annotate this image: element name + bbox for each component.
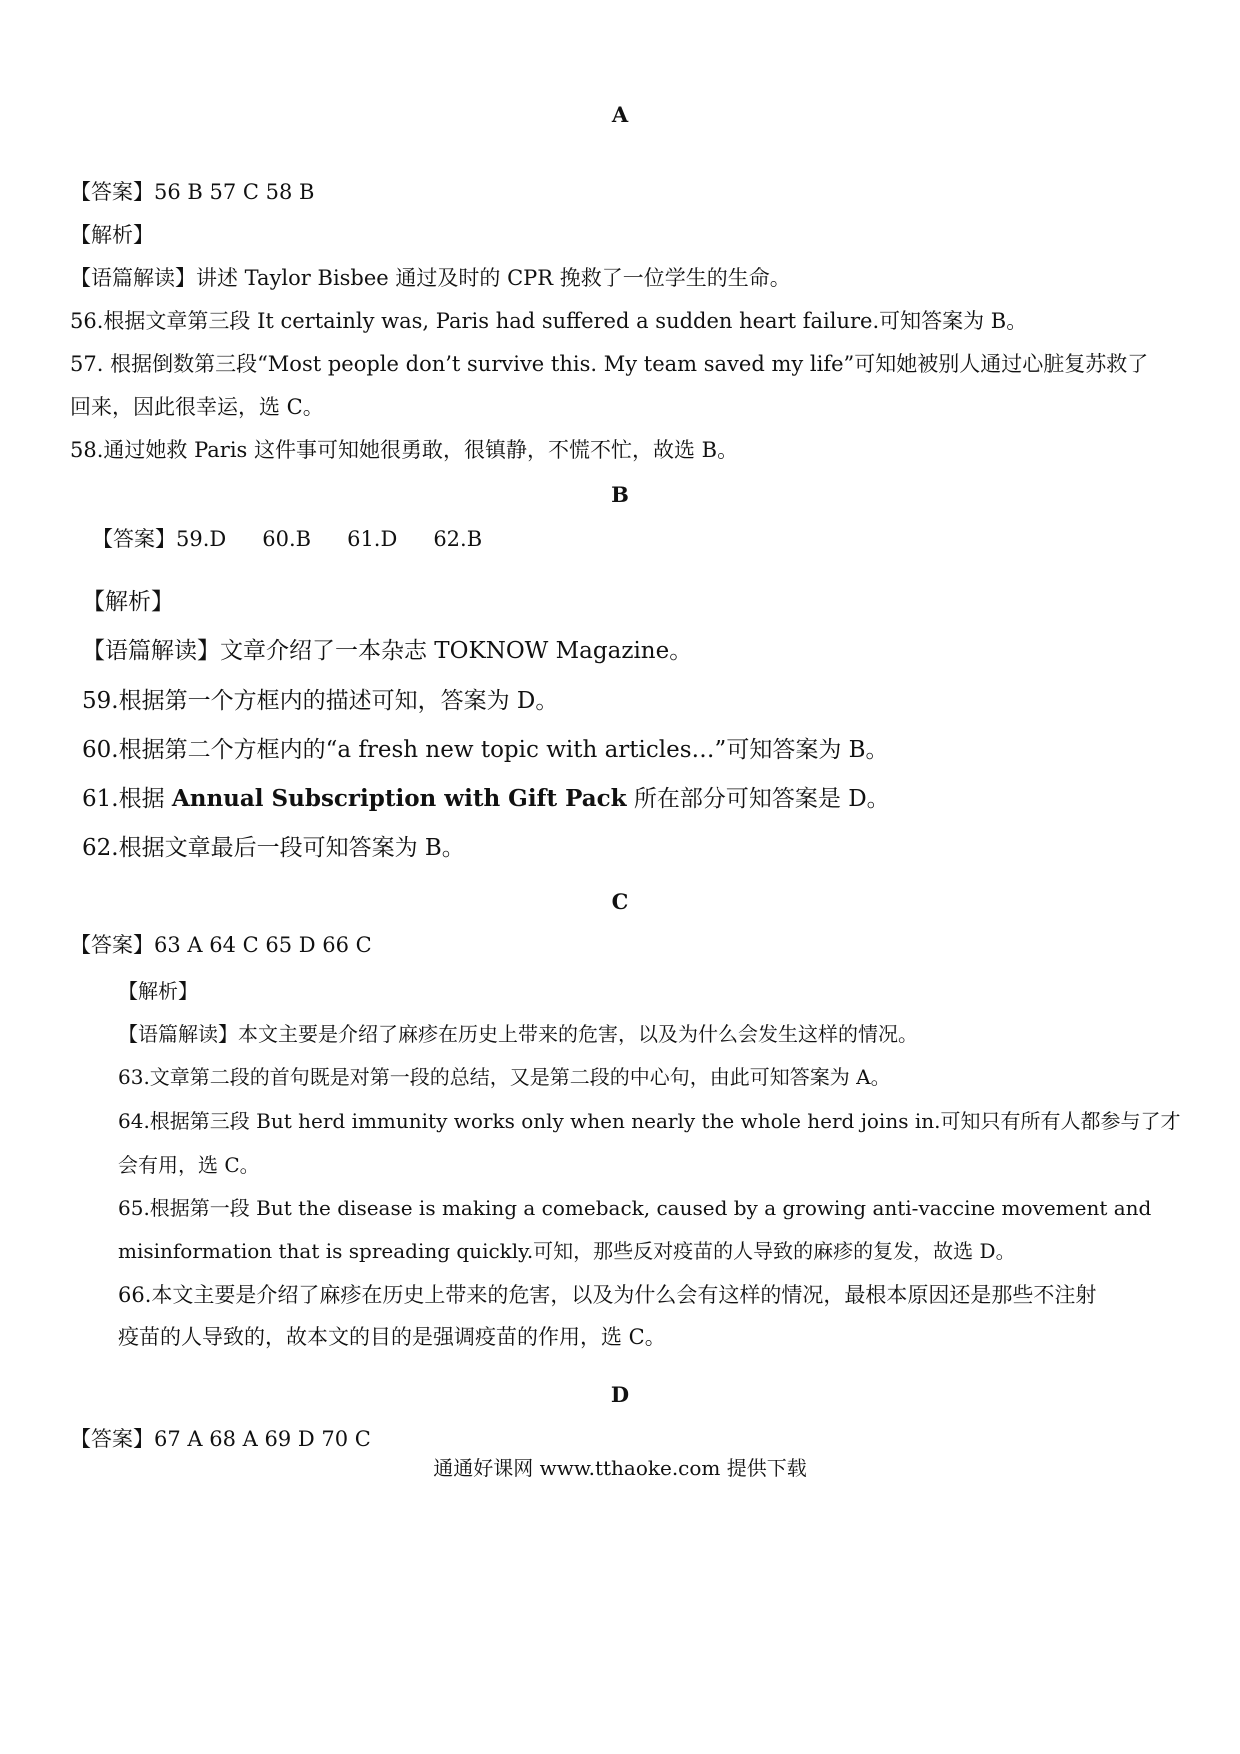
- q61-suffix: 所在部分可知答案是 D。: [626, 786, 890, 812]
- answer-tag: 【答案】: [92, 527, 176, 551]
- answer-tag: 【答案】: [70, 1427, 154, 1451]
- section-c-heading: C: [611, 889, 629, 914]
- section-a-q57-line1: 57. 根据倒数第三段“Most people don’t survive this. My team saved my life”可知她被别人通过心脏复苏救了: [70, 352, 1149, 376]
- answer-values: 56 B 57 C 58 B: [154, 180, 315, 204]
- q61-bold-phrase: Annual Subscription with Gift Pack: [171, 785, 627, 812]
- section-b-answer-line: [92, 524, 482, 554]
- section-d-answer-line: [70, 1424, 371, 1454]
- answer-tag: 【答案】: [70, 933, 154, 957]
- section-b-q60: 60.根据第二个方框内的“a fresh new topic with articles…”可知答案为 B。: [82, 737, 889, 763]
- q61-prefix: 61.根据: [82, 786, 172, 812]
- section-a-q57-line2: 回来，因此很幸运，选 C。: [70, 395, 324, 419]
- section-c-q65-line1: 65.根据第一段 But the disease is making a comeback, caused by a growing anti-vaccine movement and: [118, 1196, 1152, 1220]
- section-c-answer-line: [70, 930, 372, 960]
- reading-text: 文章介绍了一本杂志 TOKNOW Magazine。: [220, 638, 693, 664]
- section-c-q65-line2: misinformation that is spreading quickly.可知，那些反对疫苗的人导致的麻疹的复发，故选 D。: [118, 1239, 1016, 1263]
- section-a-analysis-tag: 【解析】: [70, 223, 154, 247]
- section-c-q66-line1: 66.本文主要是介绍了麻疹在历史上带来的危害，以及为什么会有这样的情况，最根本原因还是那些不注射: [118, 1283, 1097, 1307]
- section-c-q63: 63.文章第二段的首句既是对第一段的总结，又是第二段的中心句，由此可知答案为 A。: [118, 1065, 891, 1089]
- reading-tag: 【语篇解读】: [82, 638, 220, 664]
- reading-text: 讲述 Taylor Bisbee 通过及时的 CPR 挽救了一位学生的生命。: [196, 266, 791, 290]
- reading-tag: 【语篇解读】: [118, 1022, 238, 1046]
- section-b-q62: 62.根据文章最后一段可知答案为 B。: [82, 835, 465, 861]
- section-b-heading: B: [611, 482, 629, 507]
- section-d-heading: D: [610, 1382, 630, 1407]
- section-a-answer-line: [70, 177, 314, 207]
- reading-tag: 【语篇解读】: [70, 266, 196, 290]
- reading-text: 本文主要是介绍了麻疹在历史上带来的危害，以及为什么会发生这样的情况。: [238, 1022, 918, 1046]
- answer-tag: 【答案】: [70, 180, 154, 204]
- section-b-q59: 59.根据第一个方框内的描述可知，答案为 D。: [82, 688, 559, 714]
- answer-62: 62.B: [433, 527, 483, 551]
- answer-59: 59.D: [176, 527, 227, 551]
- section-b-analysis-tag: 【解析】: [82, 589, 174, 615]
- section-c-analysis-tag: 【解析】: [118, 979, 198, 1003]
- section-b-reading-line: [82, 636, 692, 666]
- answer-60: 60.B: [262, 527, 312, 551]
- answer-values: 67 A 68 A 69 D 70 C: [154, 1427, 371, 1451]
- answer-61: 61.D: [347, 527, 398, 551]
- answer-values: 63 A 64 C 65 D 66 C: [154, 933, 372, 957]
- section-c-q66-line2: 疫苗的人导致的，故本文的目的是强调疫苗的作用，选 C。: [118, 1325, 666, 1349]
- section-a-reading-line: [70, 263, 791, 293]
- section-b-q61: [82, 784, 890, 814]
- section-a-q58: 58.通过她救 Paris 这件事可知她很勇敢，很镇静，不慌不忙，故选 B。: [70, 438, 739, 462]
- section-c-q64-line2: 会有用，选 C。: [118, 1153, 260, 1177]
- section-c-q64-line1: 64.根据第三段 But herd immunity works only when nearly the whole herd joins in.可知只有所有人都参与了才: [118, 1109, 1181, 1133]
- page-footer: 通通好课网 www.tthaoke.com 提供下载: [433, 1456, 807, 1480]
- section-c-reading-line: [118, 1019, 918, 1049]
- section-a-heading: A: [611, 102, 629, 127]
- section-a-q56: 56.根据文章第三段 It certainly was, Paris had suffered a sudden heart failure.可知答案为 B。: [70, 309, 1028, 333]
